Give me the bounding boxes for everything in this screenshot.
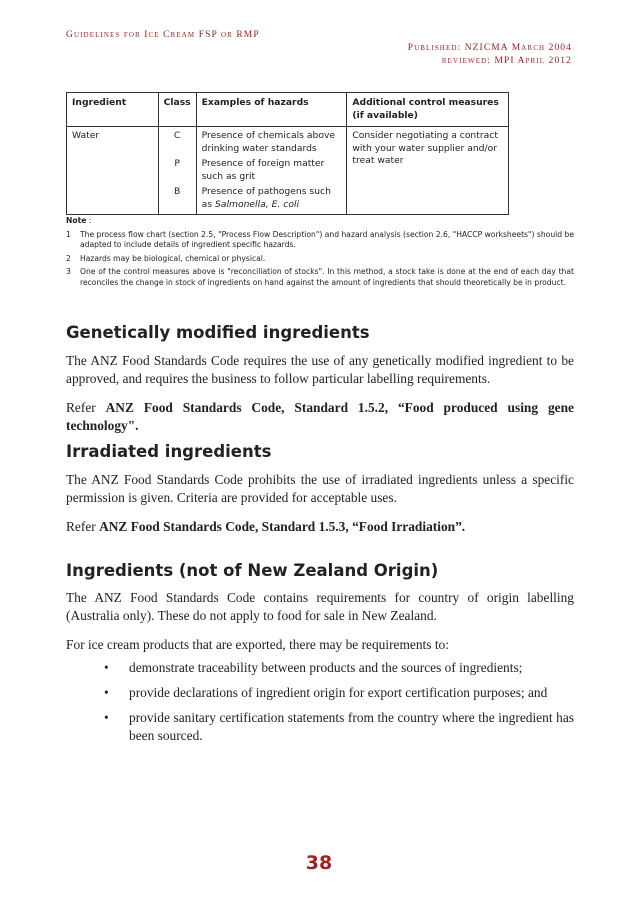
cell-controls: Consider negotiating a contract with your water supplier and/or treat water [347, 127, 509, 215]
col-header-class: Class [158, 93, 196, 127]
table-row [67, 127, 509, 215]
published-line: Published: NZICMA March 2004 [407, 43, 572, 53]
bullet: • [104, 710, 109, 725]
col-header-hazards: Examples of hazards [196, 93, 347, 127]
table-header-row [67, 93, 509, 127]
export-requirements-list [66, 659, 574, 752]
list-item: • provide declarations of ingredient origin for export certification purposes; and [104, 685, 548, 700]
irradiated-reference: Refer ANZ Food Standards Code, Standard 1.5.3, “Food Irradiation”. [66, 519, 466, 534]
class-code: P [174, 158, 180, 169]
irradiated-paragraph: The ANZ Food Standards Code prohibits the use of irradiated ingredients unless a specific permission is given. Criteria are provided for acceptable uses. [66, 472, 574, 505]
hazards-table [66, 92, 509, 215]
col-header-controls: Additional control measures (if available) [347, 93, 509, 127]
hazard-text: Presence of foreign matter such as grit [201, 158, 325, 182]
running-header-title: Guidelines for Ice Cream FSP or RMP [66, 30, 260, 40]
note-label: Note : [66, 216, 92, 225]
hazard-text: Presence of chemicals above drinking water standards [201, 130, 336, 154]
note-number: 3 [66, 267, 71, 276]
hazard-prefix: Presence of pathogens such as [201, 186, 331, 210]
note-number: 2 [66, 253, 71, 263]
cell-class [158, 127, 196, 215]
list-item: • demonstrate traceability between products and the sources of ingredients; [104, 660, 523, 675]
irradiated-heading: Irradiated ingredients [66, 442, 272, 461]
export-intro: For ice cream products that are exported, there may be requirements to: [66, 637, 449, 652]
origin-heading: Ingredients (not of New Zealand Origin) [66, 561, 439, 580]
note-item [66, 230, 574, 251]
gm-paragraph: The ANZ Food Standards Code requires the use of any genetically modified ingredient to be approved, and requires the business to follow particular labelling requirements. [66, 353, 574, 386]
pathogen-names: Salmonella, E. coli [214, 198, 300, 210]
hazard-text [202, 186, 342, 211]
note-number: 1 [66, 229, 71, 239]
note-item [66, 254, 574, 265]
page-number: 38 [305, 852, 333, 874]
bullet: • [104, 660, 109, 675]
bullet: • [104, 685, 109, 700]
gm-reference: Refer ANZ Food Standards Code, Standard 1.5.2, “Food produced using gene technology". [66, 400, 574, 433]
gm-heading: Genetically modified ingredients [66, 323, 370, 342]
class-code: B [173, 186, 181, 197]
running-header-publication [408, 42, 572, 68]
cell-hazards [196, 127, 347, 215]
reviewed-line: reviewed: MPI April 2012 [441, 56, 572, 66]
note-text: The process flow chart (section 2.5, "Process Flow Description") and hazard analysis (section 2.6, "HACCP worksheets") should be adapted to include details of ingredient specific hazards. [80, 229, 574, 249]
cell-ingredient: Water [67, 127, 159, 215]
note-text: One of the control measures above is "reconciliation of stocks". In this method, a stock take is done at the end of each day that reconciles the change in stock of ingredients on hand against the amount of ingredients that should theoretically be in product. [80, 267, 574, 287]
col-header-ingredient: Ingredient [67, 93, 159, 127]
note-text: Hazards may be biological, chemical or physical. [80, 253, 266, 263]
class-code: C [173, 130, 181, 141]
origin-paragraph: The ANZ Food Standards Code contains requirements for country of origin labelling (Australia only). These do not apply to food for sale in New Zealand. [66, 590, 574, 623]
list-item: • provide sanitary certification statements from the country where the ingredient has been sourced. [104, 710, 574, 743]
table-notes [66, 216, 574, 291]
note-item [66, 267, 574, 288]
